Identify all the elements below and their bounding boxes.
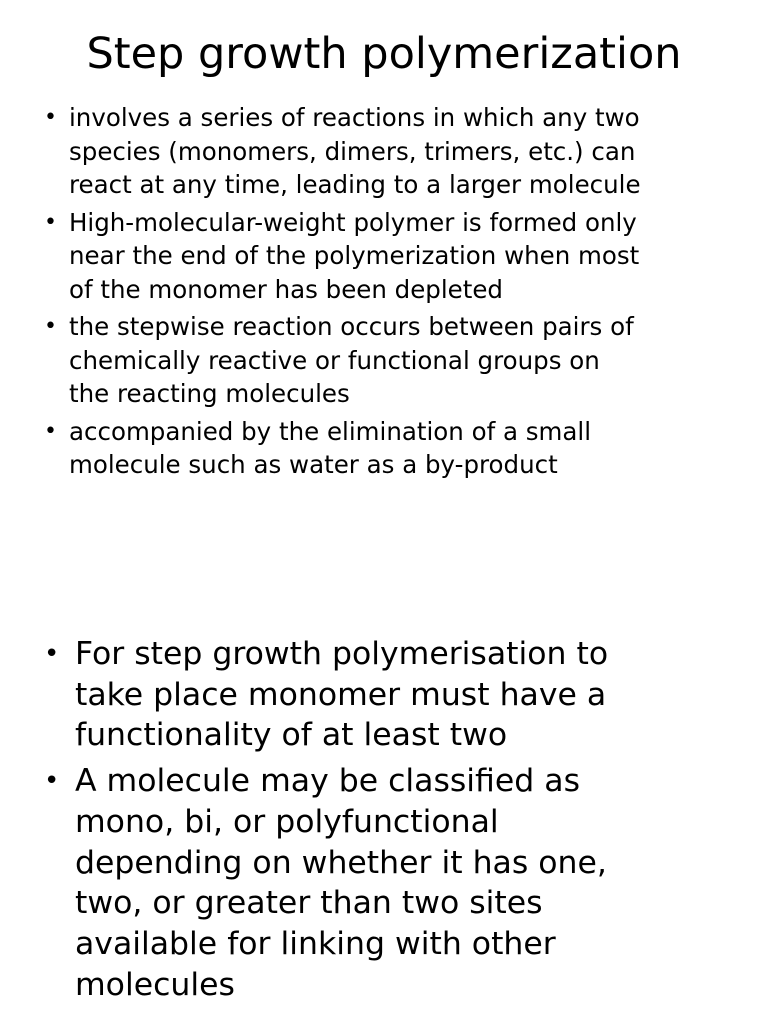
list-item-text: For step growth polymerisation to take place monomer must have a functionality of at least two [75, 636, 609, 754]
list-item [44, 634, 744, 756]
slide-title: Step growth polymerization [86, 29, 682, 79]
bullet-list-definition [44, 101, 744, 486]
list-item-text: A molecule may be classified as mono, bi, or polyfunctional depending on whether it has one, two, or greater than two sites available for linking with other molecules [75, 763, 607, 1003]
bullet-dot-icon: • [44, 766, 60, 797]
list-item [44, 310, 744, 411]
list-item [44, 101, 744, 202]
list-item [44, 761, 744, 1005]
list-item-text: accompanied by the elimination of a small molecule such as water as a by-product [69, 416, 592, 479]
bullet-dot-icon: • [44, 314, 57, 339]
bullet-list-functionality [44, 634, 744, 1010]
list-item [44, 415, 744, 482]
bullet-dot-icon: • [44, 639, 60, 669]
bullet-dot-icon: • [44, 105, 57, 130]
bullet-dot-icon: • [44, 209, 57, 235]
bullet-dot-icon: • [44, 418, 57, 444]
list-item-text: involves a series of reactions in which any two species (monomers, dimers, trimers, etc.) can react at any time, leading to a larger molecule [69, 103, 641, 199]
list-item-text: High-molecular-weight polymer is formed only near the end of the polymerization when most of the monomer has been depleted [69, 207, 640, 304]
list-item-text: the stepwise reaction occurs between pairs of chemically reactive or functional groups on the reacting molecules [69, 312, 634, 408]
list-item [44, 206, 744, 307]
